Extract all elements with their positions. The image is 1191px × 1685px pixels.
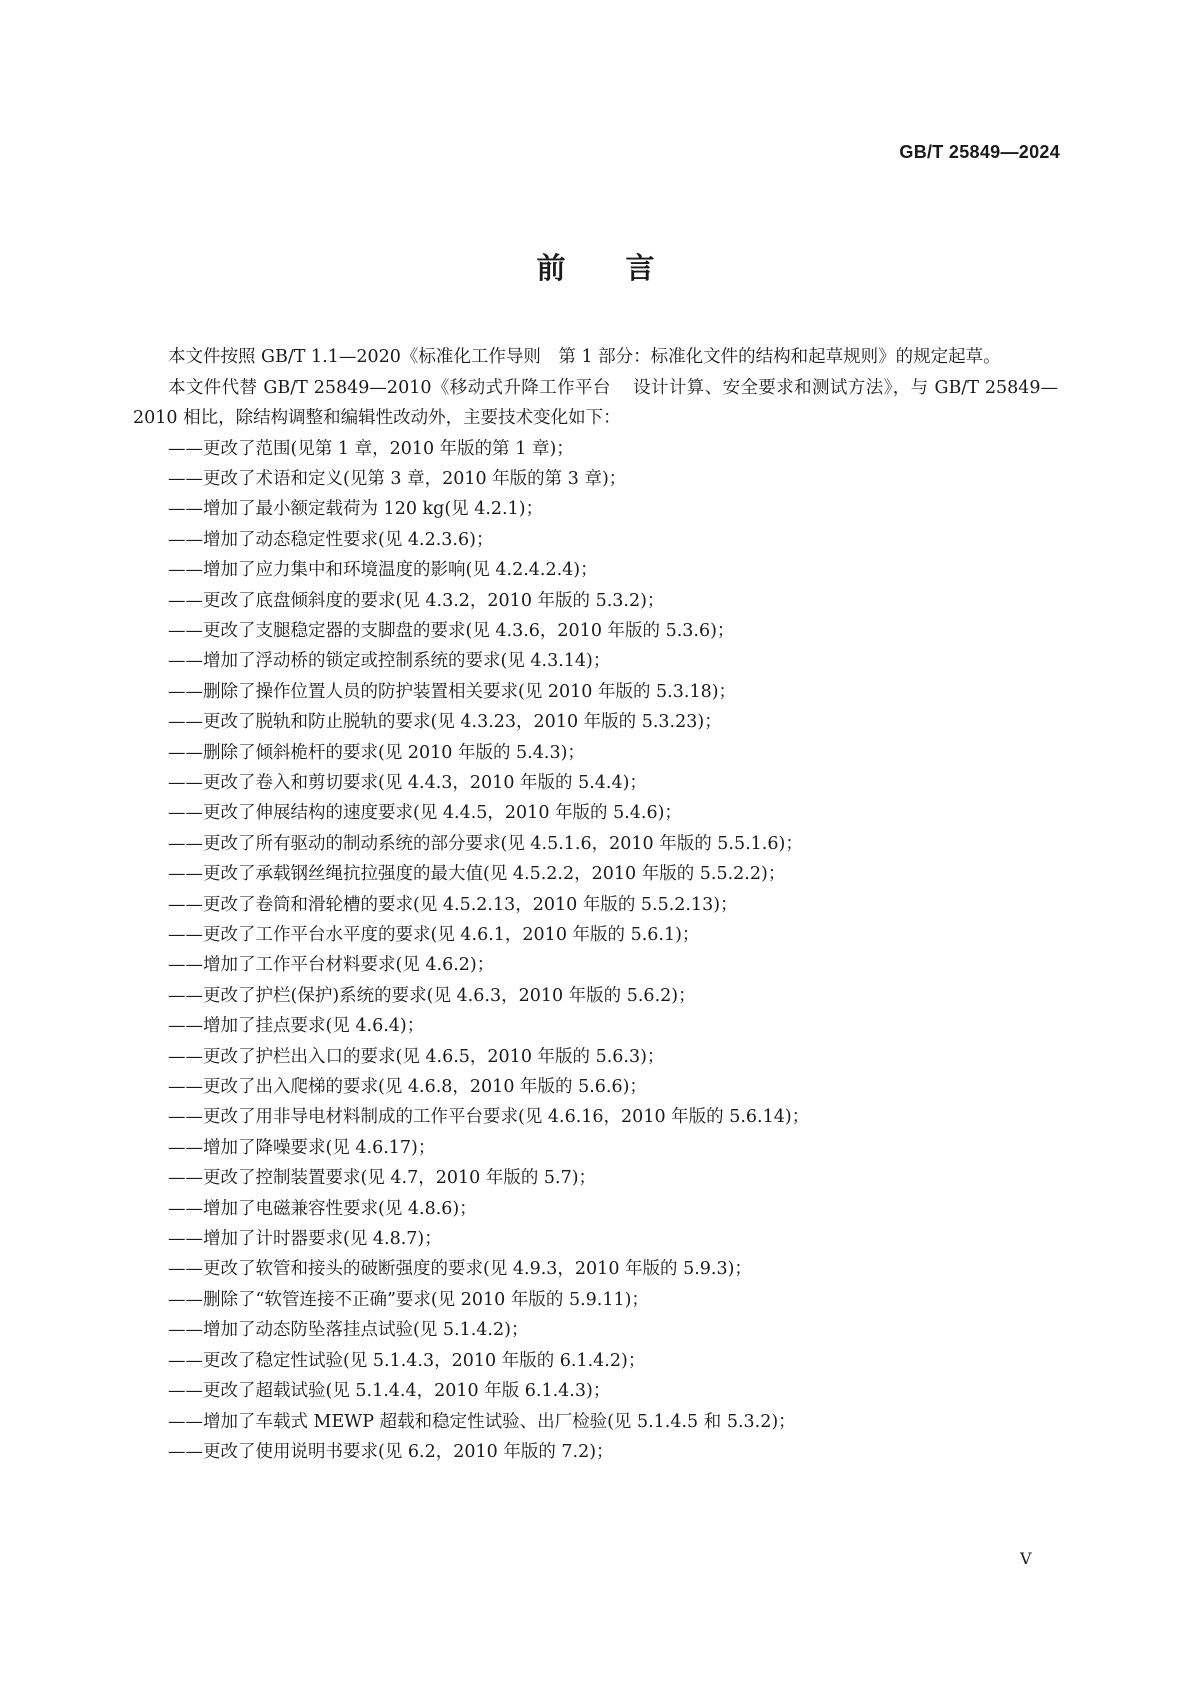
list-item: ——增加了电磁兼容性要求(见 4.8.6)； [168, 1198, 477, 1219]
list-item: ——更改了所有驱动的制动系统的部分要求(见 4.5.1.6，2010 年版的 5.5.1.6)； [168, 833, 803, 854]
intro-paragraph-1: 本文件按照 GB/T 1.1—2020《标准化工作导则 第 1 部分：标准化文件的结构和起草规则》的规定起草。 [168, 347, 1001, 367]
technical-changes-list [133, 434, 1058, 1468]
list-item: ——更改了卷入和剪切要求(见 4.4.3，2010 年版的 5.4.4)； [168, 772, 647, 793]
list-item: ——更改了底盘倾斜度的要求(见 4.3.2，2010 年版的 5.3.2)； [168, 590, 665, 611]
list-item: ——更改了术语和定义(见第 3 章，2010 年版的第 3 章)； [168, 468, 627, 489]
list-item: ——更改了护栏(保护)系统的要求(见 4.6.3，2010 年版的 5.6.2)； [168, 985, 696, 1006]
preface-body [133, 342, 1058, 1467]
list-item: ——增加了降噪要求(见 4.6.17)； [168, 1137, 436, 1158]
intro-paragraph-2-part-a: 本文件代替 GB/T 25849—2010《移动式升降工作平台 [168, 377, 611, 398]
page-number: V [1020, 1549, 1032, 1568]
list-item: ——增加了计时器要求(见 4.8.7)； [168, 1229, 442, 1250]
list-item: ——更改了卷筒和滑轮槽的要求(见 4.5.2.13，2010 年版的 5.5.2.13)； [168, 894, 738, 915]
list-item: ——更改了软管和接头的破断强度的要求(见 4.9.3，2010 年版的 5.9.3)； [168, 1259, 752, 1280]
list-item: ——更改了护栏出入口的要求(见 4.6.5，2010 年版的 5.6.3)； [168, 1046, 665, 1067]
list-item: ——更改了出入爬梯的要求(见 4.6.8，2010 年版的 5.6.6)； [168, 1077, 647, 1098]
list-item: ——删除了倾斜桅杆的要求(见 2010 年版的 5.4.3)； [168, 742, 585, 763]
list-item: ——增加了车载式 MEWP 超载和稳定性试验、出厂检验(见 5.1.4.5 和 5.3.2)； [168, 1411, 796, 1432]
list-item: ——更改了超载试验(见 5.1.4.4，2010 年版 6.1.4.3)； [168, 1381, 611, 1402]
list-item: ——更改了工作平台水平度的要求(见 4.6.1，2010 年版的 5.6.1)； [168, 925, 700, 945]
page-title: 前言 [536, 251, 715, 285]
list-item: ——更改了范围(见第 1 章，2010 年版的第 1 章)； [168, 438, 574, 459]
document-code: GB/T 25849—2024 [899, 142, 1060, 162]
list-item: ——增加了浮动桥的锁定或控制系统的要求(见 4.3.14)； [168, 651, 611, 672]
list-item: ——增加了动态稳定性要求(见 4.2.3.6)； [168, 529, 494, 550]
list-item: ——更改了用非导电材料制成的工作平台要求(见 4.6.16，2010 年版的 5.6.14)； [168, 1107, 810, 1128]
intro-paragraph-2-part-b: 设计计算、安全要求和测试方法》，与 GB/T 25849—2010 相比，除结构调整和编辑性改动外，主要技术变化如下： [133, 377, 1058, 428]
list-item: ——增加了最小额定载荷为 120 kg(见 4.2.1)； [168, 499, 544, 520]
list-item: ——更改了伸展结构的速度要求(见 4.4.5，2010 年版的 5.4.6)； [168, 803, 682, 824]
list-item: ——更改了使用说明书要求(见 6.2，2010 年版的 7.2)； [168, 1441, 614, 1462]
list-item: ——删除了操作位置人员的防护装置相关要求(见 2010 年版的 5.3.18)； [168, 681, 737, 702]
list-item: ——增加了挂点要求(见 4.6.4)； [168, 1016, 425, 1037]
intro-paragraph-2 [133, 373, 1058, 434]
list-item: ——删除了“软管连接不正确”要求(见 2010 年版的 5.9.11)； [168, 1289, 649, 1310]
list-item: ——更改了支腿稳定器的支脚盘的要求(见 4.3.6，2010 年版的 5.3.6)； [168, 620, 735, 641]
list-item: ——增加了动态防坠落挂点试验(见 5.1.4.2)； [168, 1320, 529, 1341]
list-item: ——增加了工作平台材料要求(见 4.6.2)； [168, 955, 495, 976]
list-item: ——更改了脱轨和防止脱轨的要求(见 4.3.23，2010 年版的 5.3.23)； [168, 712, 722, 733]
list-item: ——增加了应力集中和环境温度的影响(见 4.2.4.2.4)； [168, 560, 598, 581]
list-item: ——更改了稳定性试验(见 5.1.4.3，2010 年版的 6.1.4.2)； [168, 1350, 646, 1371]
list-item: ——更改了承载钢丝绳抗拉强度的最大值(见 4.5.2.2，2010 年版的 5.5.2.2)； [168, 864, 786, 885]
list-item: ——更改了控制装置要求(见 4.7，2010 年版的 5.7)； [168, 1168, 597, 1189]
